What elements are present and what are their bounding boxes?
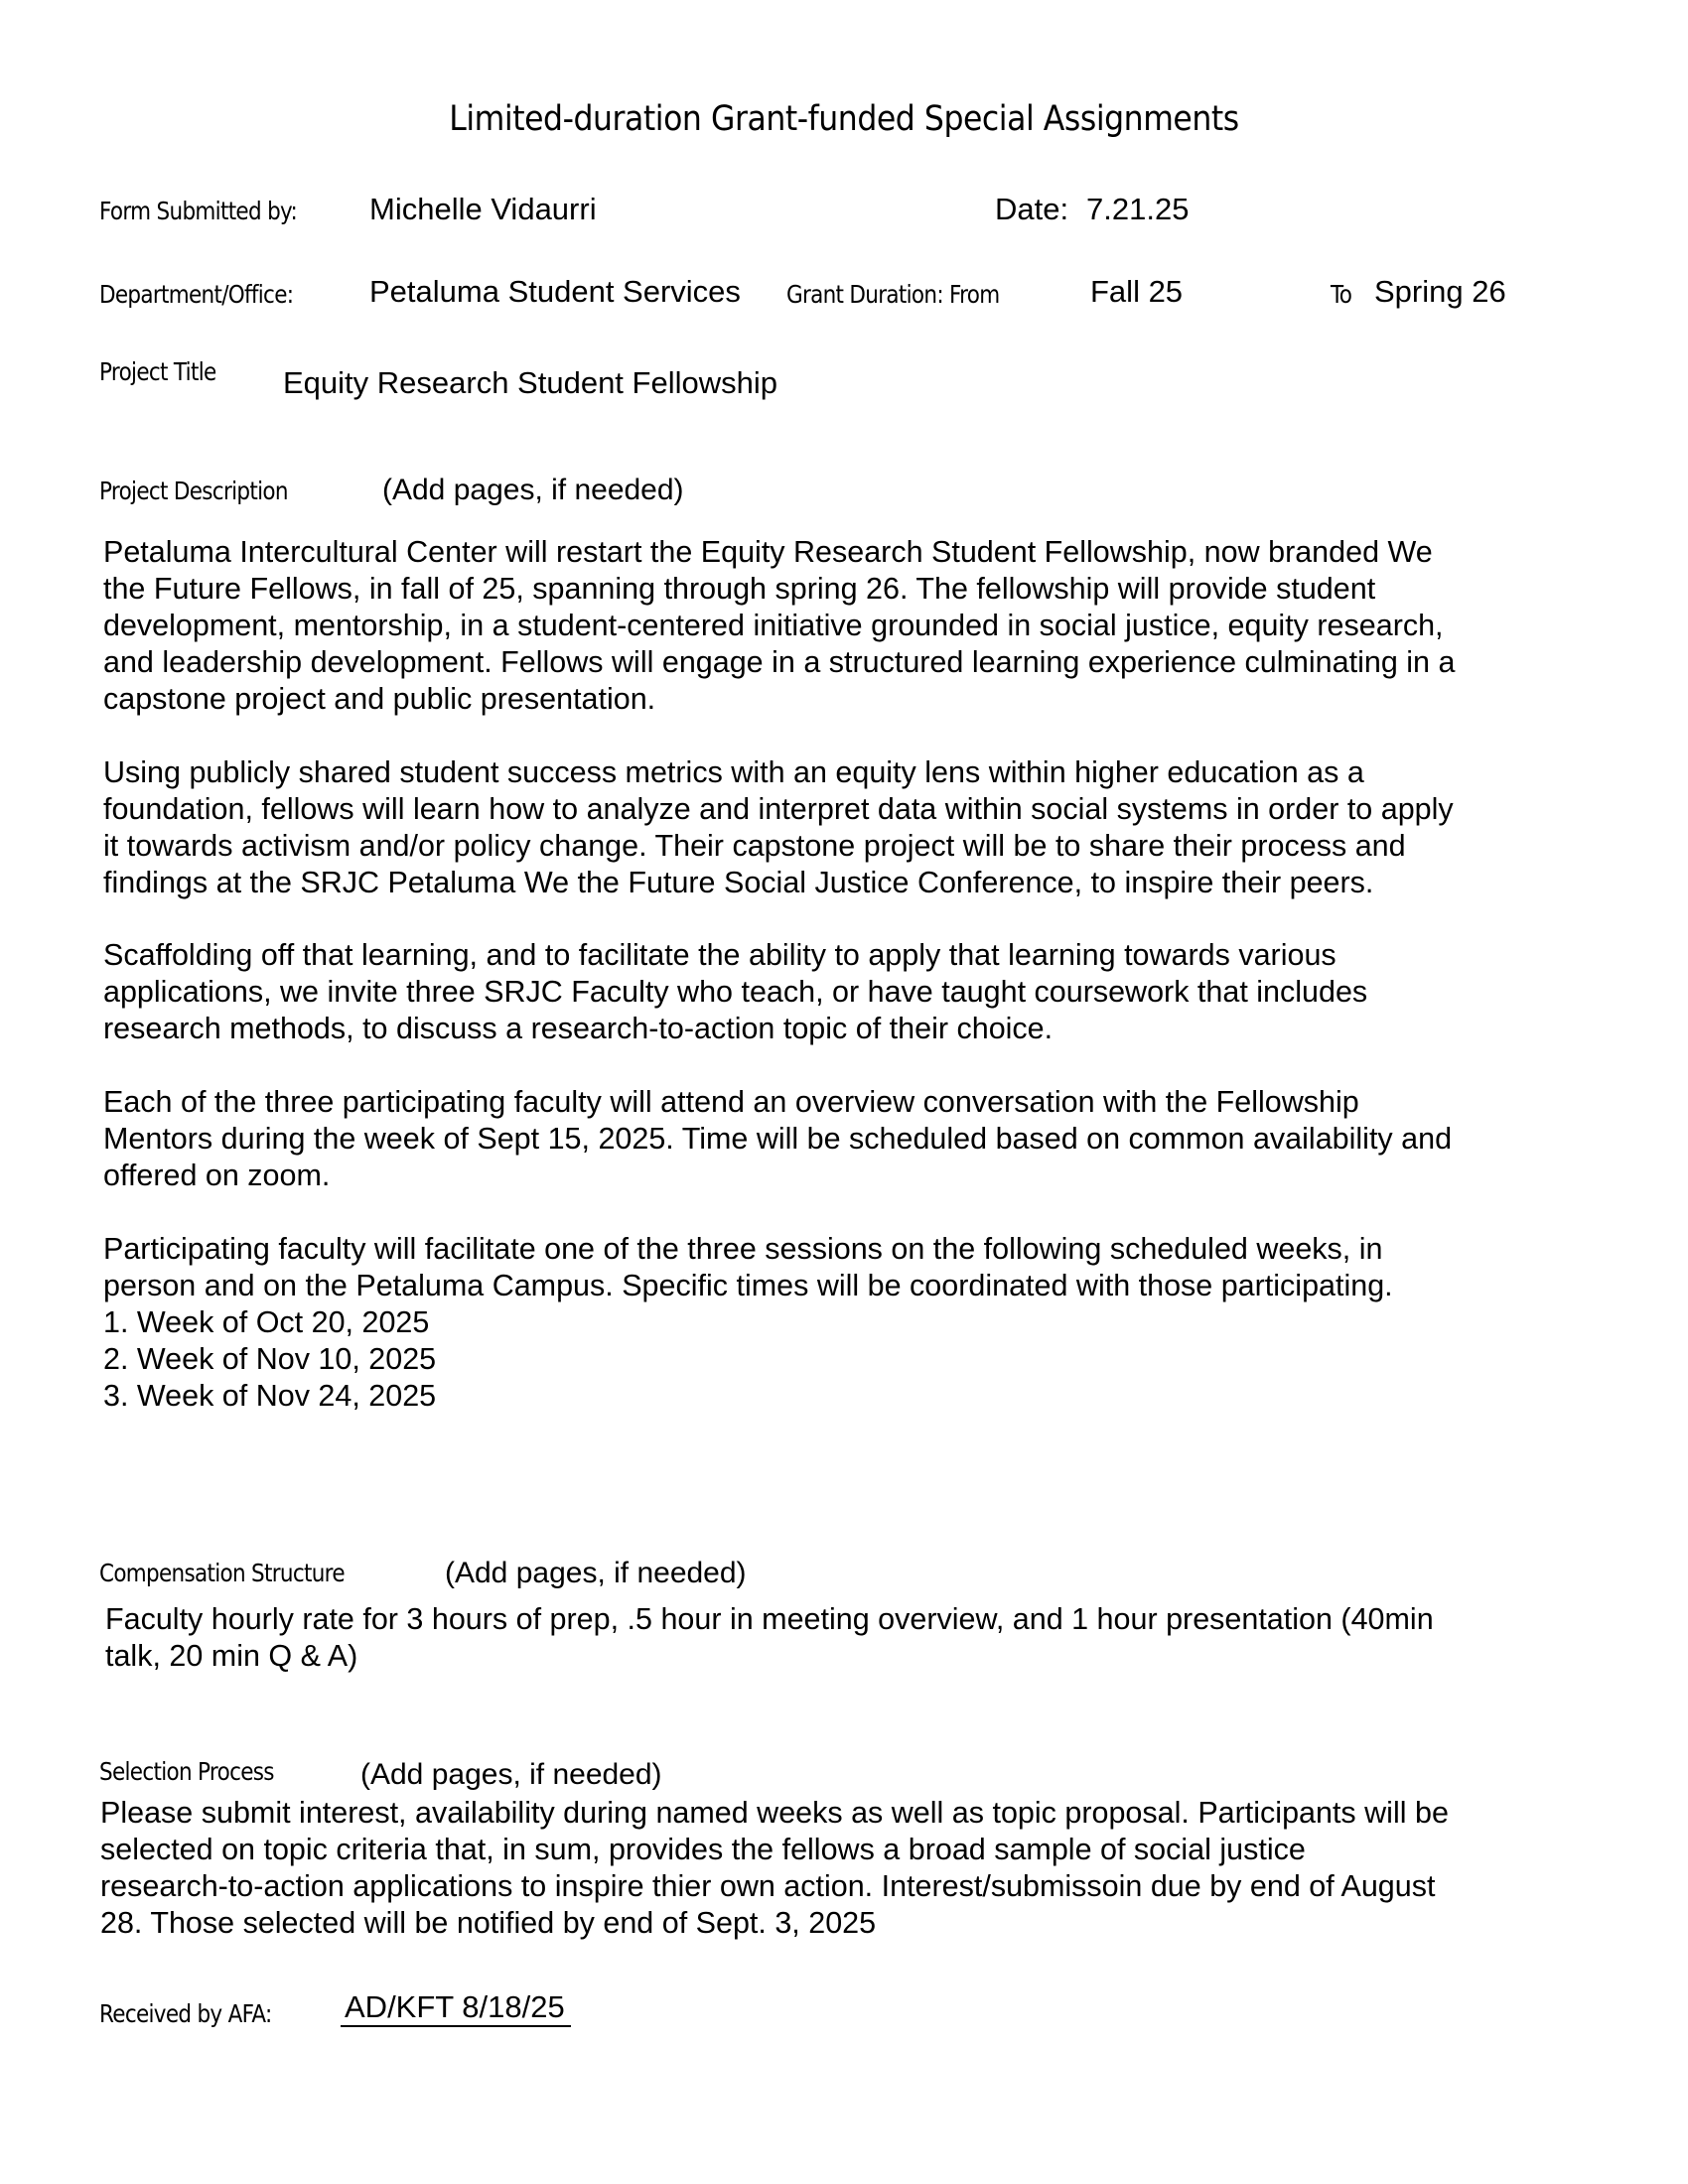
compensation-text[interactable] [105,1601,1615,1675]
compensation-label: Compensation Structure [99,1559,345,1587]
submitted-by-label: Form Submitted by: [99,197,298,225]
text-line: and leadership development. Fellows will engage in a structured learning experience culminating in a [103,645,1456,679]
text-line: Petaluma Intercultural Center will restart the Equity Research Student Fellowship, now branded We [103,535,1433,569]
project-title-label: Project Title [99,357,216,386]
text-line: capstone project and public presentation. [103,682,656,716]
submitted-by-field[interactable]: Michelle Vidaurri [369,192,597,226]
text-line: Participating faculty will facilitate one of the three sessions on the following scheduled weeks, in [103,1232,1383,1266]
text-line: 28. Those selected will be notified by end of Sept. 3, 2025 [100,1906,877,1940]
date-label: Date: [995,192,1069,226]
text-line: the Future Fellows, in fall of 25, spanning through spring 26. The fellowship will provide student [103,572,1376,606]
department-field[interactable]: Petaluma Student Services [369,274,741,309]
text-line: findings at the SRJC Petaluma We the Future Social Justice Conference, to inspire their peers. [103,866,1374,899]
project-title-field[interactable]: Equity Research Student Fellowship [283,365,777,400]
text-line: applications, we invite three SRJC Faculty who teach, or have taught coursework that includes [103,975,1368,1009]
received-by-field[interactable]: AD/KFT 8/18/25 [341,1989,571,2027]
text-line: development, mentorship, in a student-centered initiative grounded in social justice, equity research, [103,609,1444,642]
project-description-paragraph-5 [103,1231,1613,1415]
compensation-hint: (Add pages, if needed) [445,1557,747,1589]
text-line: research-to-action applications to inspire thier own action. Interest/submissoin due by end of August [100,1869,1436,1903]
department-label: Department/Office: [99,280,294,309]
schedule-week-3: 3. Week of Nov 24, 2025 [103,1379,437,1413]
schedule-week-1: 1. Week of Oct 20, 2025 [103,1305,430,1339]
grant-to-field[interactable]: Spring 26 [1374,274,1506,309]
selection-process-hint: (Add pages, if needed) [360,1758,662,1791]
text-line: talk, 20 min Q & A) [105,1639,358,1673]
text-line: Mentors during the week of Sept 15, 2025. Time will be scheduled based on common availability and [103,1122,1453,1156]
text-line: foundation, fellows will learn how to analyze and interpret data within social systems in order to apply [103,792,1454,826]
project-description-paragraph-3 [103,937,1613,1047]
text-line: person and on the Petaluma Campus. Specific times will be coordinated with those participating. [103,1269,1393,1302]
project-description-paragraph-4 [103,1084,1613,1194]
document-title: Limited-duration Grant-funded Special Assignments [449,99,1239,139]
project-description-paragraph-2 [103,754,1613,901]
received-by-label: Received by AFA: [99,1999,272,2028]
text-line: Faculty hourly rate for 3 hours of prep, .5 hour in meeting overview, and 1 hour presentation (40min [105,1602,1434,1636]
project-description-paragraph-1 [103,534,1613,718]
text-line: it towards activism and/or policy change. Their capstone project will be to share their process and [103,829,1406,863]
text-line: Please submit interest, availability during named weeks as well as topic proposal. Participants will be [100,1796,1449,1830]
selection-process-label: Selection Process [99,1757,274,1786]
text-line: Scaffolding off that learning, and to facilitate the ability to apply that learning towards various [103,938,1336,972]
text-line: offered on zoom. [103,1159,331,1192]
text-line: selected on topic criteria that, in sum, provides the fellows a broad sample of social justice [100,1833,1306,1866]
text-line: research methods, to discuss a research-to-action topic of their choice. [103,1012,1054,1045]
date-field[interactable]: 7.21.25 [1086,192,1190,226]
grant-from-field[interactable]: Fall 25 [1090,274,1184,309]
text-line: Using publicly shared student success metrics with an equity lens within higher education as a [103,755,1364,789]
grant-to-label: To [1331,280,1352,309]
schedule-week-2: 2. Week of Nov 10, 2025 [103,1342,437,1376]
project-description-label: Project Description [99,477,288,505]
grant-duration-label: Grant Duration: From [786,280,1000,309]
project-description-hint: (Add pages, if needed) [382,474,684,506]
text-line: Each of the three participating faculty will attend an overview conversation with the Fellowship [103,1085,1359,1119]
selection-process-text[interactable] [100,1795,1610,1942]
